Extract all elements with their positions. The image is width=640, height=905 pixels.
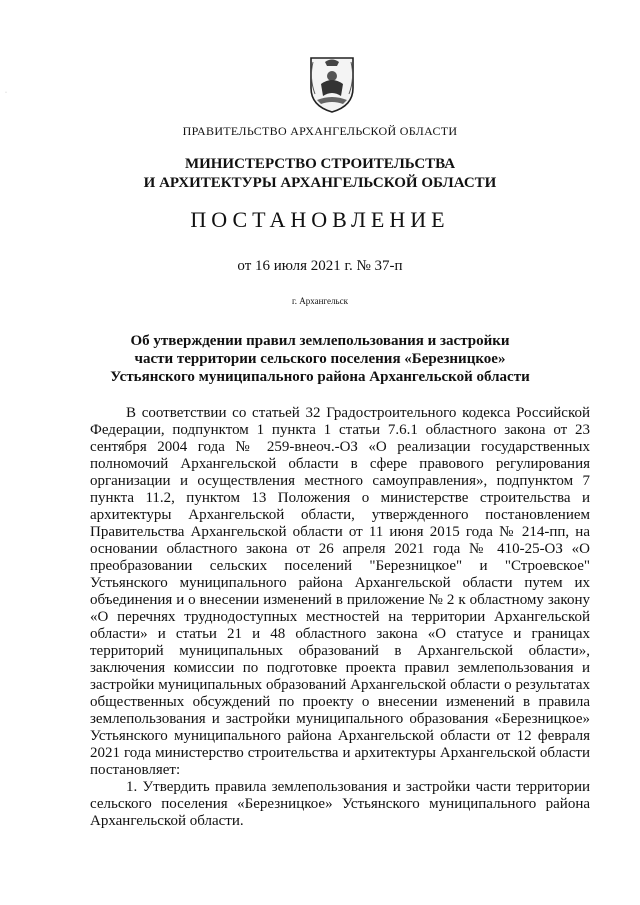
title-line-3: Устьянского муниципального района Архангельской области — [110, 369, 530, 385]
document-title — [0, 332, 640, 386]
body-paragraph-1: В соответствии со статьей 32 Градостроительного кодекса Российской Федерации, подпунктом 1 пункта 1 статьи 7.6.1 областного закона от 23 сентября 2004 года № 259-внеоч.-ОЗ «О реализации государственных полномочий Архангельской области в сфере правового регулирования организации и осуществления местного самоуправления», подпунктом 7 пункта 11.2, пунктом 13 Положения о министерстве строительства и архитектуры Архангельской области, утвержденного постановлением Правительства Архангельской области от 11 июня 2015 года № 214-пп, на основании областного закона от 26 апреля 2021 года № 410-25-ОЗ «О преобразовании сельских поселений "Березницкое" и "Строевское" Устьянского муниципального района Архангельской области путем их объединения и о внесении изменений в приложение № 2 к областному закону «О перечнях труднодоступных местностей на территории Архангельской области» и статьи 21 и 48 областного закона «О статусе и границах территорий муниципальных образований в Архангельской области», заключения комиссии по подготовке проекта правил землепользования и застройки муниципальных образований Архангельской области о результатах общественных обсуждений по проекту о внесении изменений в правила землепользования и застройки муниципального образования «Березницкое» Устьянского муниципального района Архангельской области от 12 февраля 2021 года министерство строительства и архитектуры Архангельской области постановляет: — [90, 405, 590, 778]
body-paragraph-2: 1. Утвердить правила землепользования и застройки части территории сельского поселения «Березницкое» Устьянского муниципального района Архангельской области. — [90, 779, 590, 829]
government-name: ПРАВИТЕЛЬСТВО АРХАНГЕЛЬСКОЙ ОБЛАСТИ — [182, 124, 458, 138]
margin-mark: · — [5, 90, 7, 96]
document-date-number: от 16 июля 2021 г. № 37-п — [237, 258, 403, 274]
ministry-line-2: И АРХИТЕКТУРЫ АРХАНГЕЛЬСКОЙ ОБЛАСТИ — [143, 175, 497, 191]
document-type: ПОСТАНОВЛЕНИЕ — [190, 207, 450, 232]
document-city: г. Архангельск — [292, 296, 348, 306]
title-line-2: части территории сельского поселения «Березницкое» — [134, 351, 506, 367]
coat-of-arms-icon — [307, 54, 357, 114]
ministry-name — [0, 155, 640, 193]
title-line-1: Об утверждении правил землепользования и застройки — [130, 333, 510, 349]
ministry-line-1: МИНИСТЕРСТВО СТРОИТЕЛЬСТВА — [184, 156, 456, 172]
document-body — [90, 405, 590, 830]
